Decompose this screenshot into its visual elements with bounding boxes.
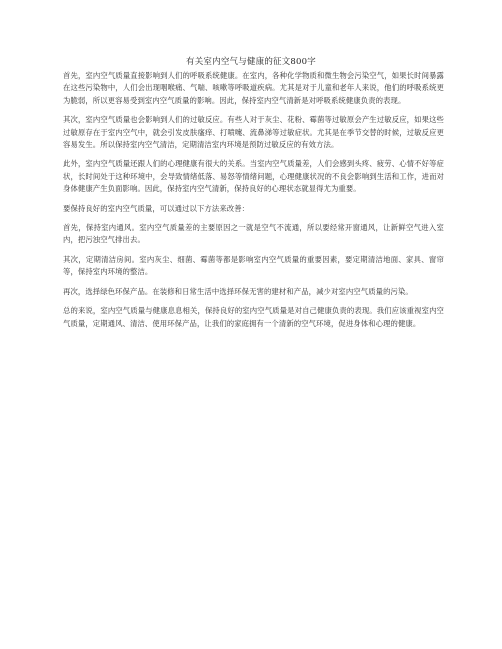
- paragraph-5: 首先，保持室内通风。室内空气质量差的主要原因之一就是空气不流通，所以要经常开窗通风，让新鲜空气进入室内，把污浊空气排出去。: [63, 223, 444, 245]
- paragraph-7: 再次，选择绿色环保产品。在装修和日常生活中选择环保无害的建材和产品，减少对室内空气质量的污染。: [63, 286, 413, 296]
- paragraph-2: 其次，室内空气质量也会影响到人们的过敏反应。有些人对于灰尘、花粉、霉菌等过敏原会产生过敏反应，如果这些过敏原存在于室内空气中，就会引发皮肤瘙痒、打喷嚏、流鼻涕等过敏症状。尤其是在季节交替的时候，过敏反应更容易发生。所以保持室内空气清洁，定期清洁室内环境是预防过敏反应的有效方法。: [63, 115, 444, 150]
- paragraph-4: 要保持良好的室内空气质量，可以通过以下方法来改善：: [63, 203, 250, 213]
- paragraph-8: 总的来说，室内空气质量与健康息息相关，保持良好的室内空气质量是对自己健康负责的表现。我们应该重视室内空气质量，定期通风、清洁、使用环保产品，让我们的家庭拥有一个清新的空气环境，促进身体和心理的健康。: [63, 306, 444, 328]
- document-body: [63, 70, 444, 337]
- document-title: 有关室内空气与健康的征文800字: [186, 57, 316, 67]
- paragraph-1: 首先，室内空气质量直接影响到人们的呼吸系统健康。在室内，各种化学物质和微生物会污染空气，如果长时间暴露在这些污染物中，人们会出现咽喉痛、气喘、咳嗽等呼吸道疾病。尤其是对于儿童和老年人来说，他们的呼吸系统更为脆弱，所以更容易受到室内空气质量的影响。因此，保持室内空气清新是对呼吸系统健康负责的表现。: [63, 71, 444, 105]
- paragraph-6: 其次，定期清洁房间。室内灰尘、细菌、霉菌等都是影响室内空气质量的重要因素，要定期清洁地面、家具、窗帘等，保持室内环境的整洁。: [63, 254, 444, 277]
- paragraph-3: 此外，室内空气质量还跟人们的心理健康有很大的关系。当室内空气质量差，人们会感到头疼、疲劳、心情不好等症状，长时间处于这种环境中，会导致情绪低落、易怒等情绪问题，心理健康状况的不良会影响到生活和工作，进而对身体健康产生负面影响。因此，保持室内空气清新，保持良好的心理状态就显得尤为重要。: [63, 159, 444, 194]
